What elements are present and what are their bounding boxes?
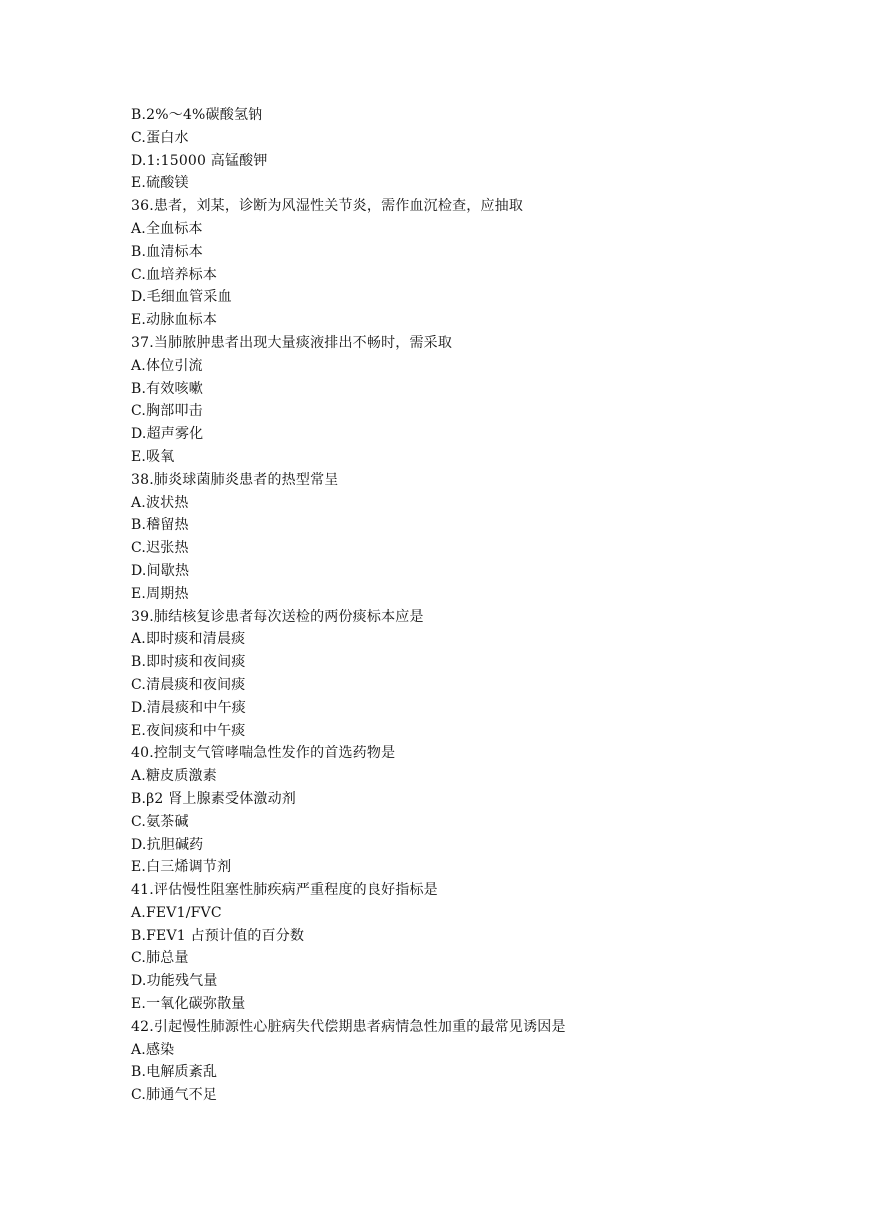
question-38 — [131, 469, 771, 606]
answer-option: C.胸部叩击 — [131, 403, 203, 420]
answer-option: A.体位引流 — [131, 357, 203, 374]
answer-option: C.血培养标本 — [131, 266, 218, 283]
q35-options-block — [131, 104, 771, 195]
answer-option: C.迟张热 — [131, 540, 189, 557]
answer-option: A.全血标本 — [131, 220, 203, 237]
answer-option: E.一氧化碳弥散量 — [131, 996, 246, 1013]
answer-option: D.1:15000 高锰酸钾 — [131, 152, 268, 169]
question-stem: 41.评估慢性阻塞性肺疾病严重程度的良好指标是 — [131, 882, 438, 899]
answer-option: B.β2 肾上腺素受体激动剂 — [131, 790, 296, 807]
answer-option: D.功能残气量 — [131, 973, 218, 990]
answer-option: D.间歇热 — [131, 562, 190, 579]
answer-option: B.电解质紊乱 — [131, 1064, 218, 1081]
answer-option: E.吸氧 — [131, 448, 175, 465]
answer-option: A.波状热 — [131, 494, 189, 511]
answer-option: D.抗胆碱药 — [131, 836, 204, 853]
question-40 — [131, 742, 771, 879]
question-36 — [131, 195, 771, 332]
question-41 — [131, 879, 771, 1016]
question-39 — [131, 606, 771, 743]
question-stem: 38.肺炎球菌肺炎患者的热型常呈 — [131, 471, 339, 488]
question-stem: 39.肺结核复诊患者每次送检的两份痰标本应是 — [131, 608, 424, 625]
answer-option: A.感染 — [131, 1041, 175, 1058]
question-stem: 36.患者，刘某，诊断为风湿性关节炎，需作血沉检查，应抽取 — [131, 198, 524, 215]
answer-option: C.清晨痰和夜间痰 — [131, 676, 246, 693]
answer-option: C.蛋白水 — [131, 129, 189, 146]
answer-option: A.FEV1/FVC — [131, 904, 222, 921]
answer-option: D.毛细血管采血 — [131, 289, 232, 306]
answer-option: B.2%～4%碳酸氢钠 — [131, 107, 263, 123]
answer-option: A.即时痰和清晨痰 — [131, 631, 246, 648]
answer-option: B.血清标本 — [131, 243, 203, 260]
answer-option: E.周期热 — [131, 585, 189, 602]
answer-option: C.氨茶碱 — [131, 813, 189, 830]
question-37 — [131, 332, 771, 469]
question-stem: 37.当肺脓肿患者出现大量痰液排出不畅时，需采取 — [131, 334, 453, 351]
answer-option: A.糖皮质激素 — [131, 768, 217, 785]
answer-option: C.肺总量 — [131, 950, 189, 967]
answer-option: E.白三烯调节剂 — [131, 859, 232, 876]
answer-option: E.夜间痰和中午痰 — [131, 722, 246, 739]
answer-option: D.清晨痰和中午痰 — [131, 699, 246, 716]
question-42 — [131, 1016, 771, 1107]
question-stem: 40.控制支气管哮喘急性发作的首选药物是 — [131, 745, 396, 762]
answer-option: E.动脉血标本 — [131, 312, 218, 329]
answer-option: B.FEV1 占预计值的百分数 — [131, 927, 305, 944]
question-stem: 42.引起慢性肺源性心脏病失代偿期患者病情急性加重的最常见诱因是 — [131, 1018, 566, 1035]
answer-option: B.即时痰和夜间痰 — [131, 654, 246, 671]
answer-option: B.稽留热 — [131, 517, 189, 534]
answer-option: D.超声雾化 — [131, 426, 204, 443]
answer-option: E.硫酸镁 — [131, 175, 189, 192]
exam-content — [131, 104, 771, 1107]
answer-option: B.有效咳嗽 — [131, 380, 203, 397]
answer-option: C.肺通气不足 — [131, 1087, 218, 1104]
